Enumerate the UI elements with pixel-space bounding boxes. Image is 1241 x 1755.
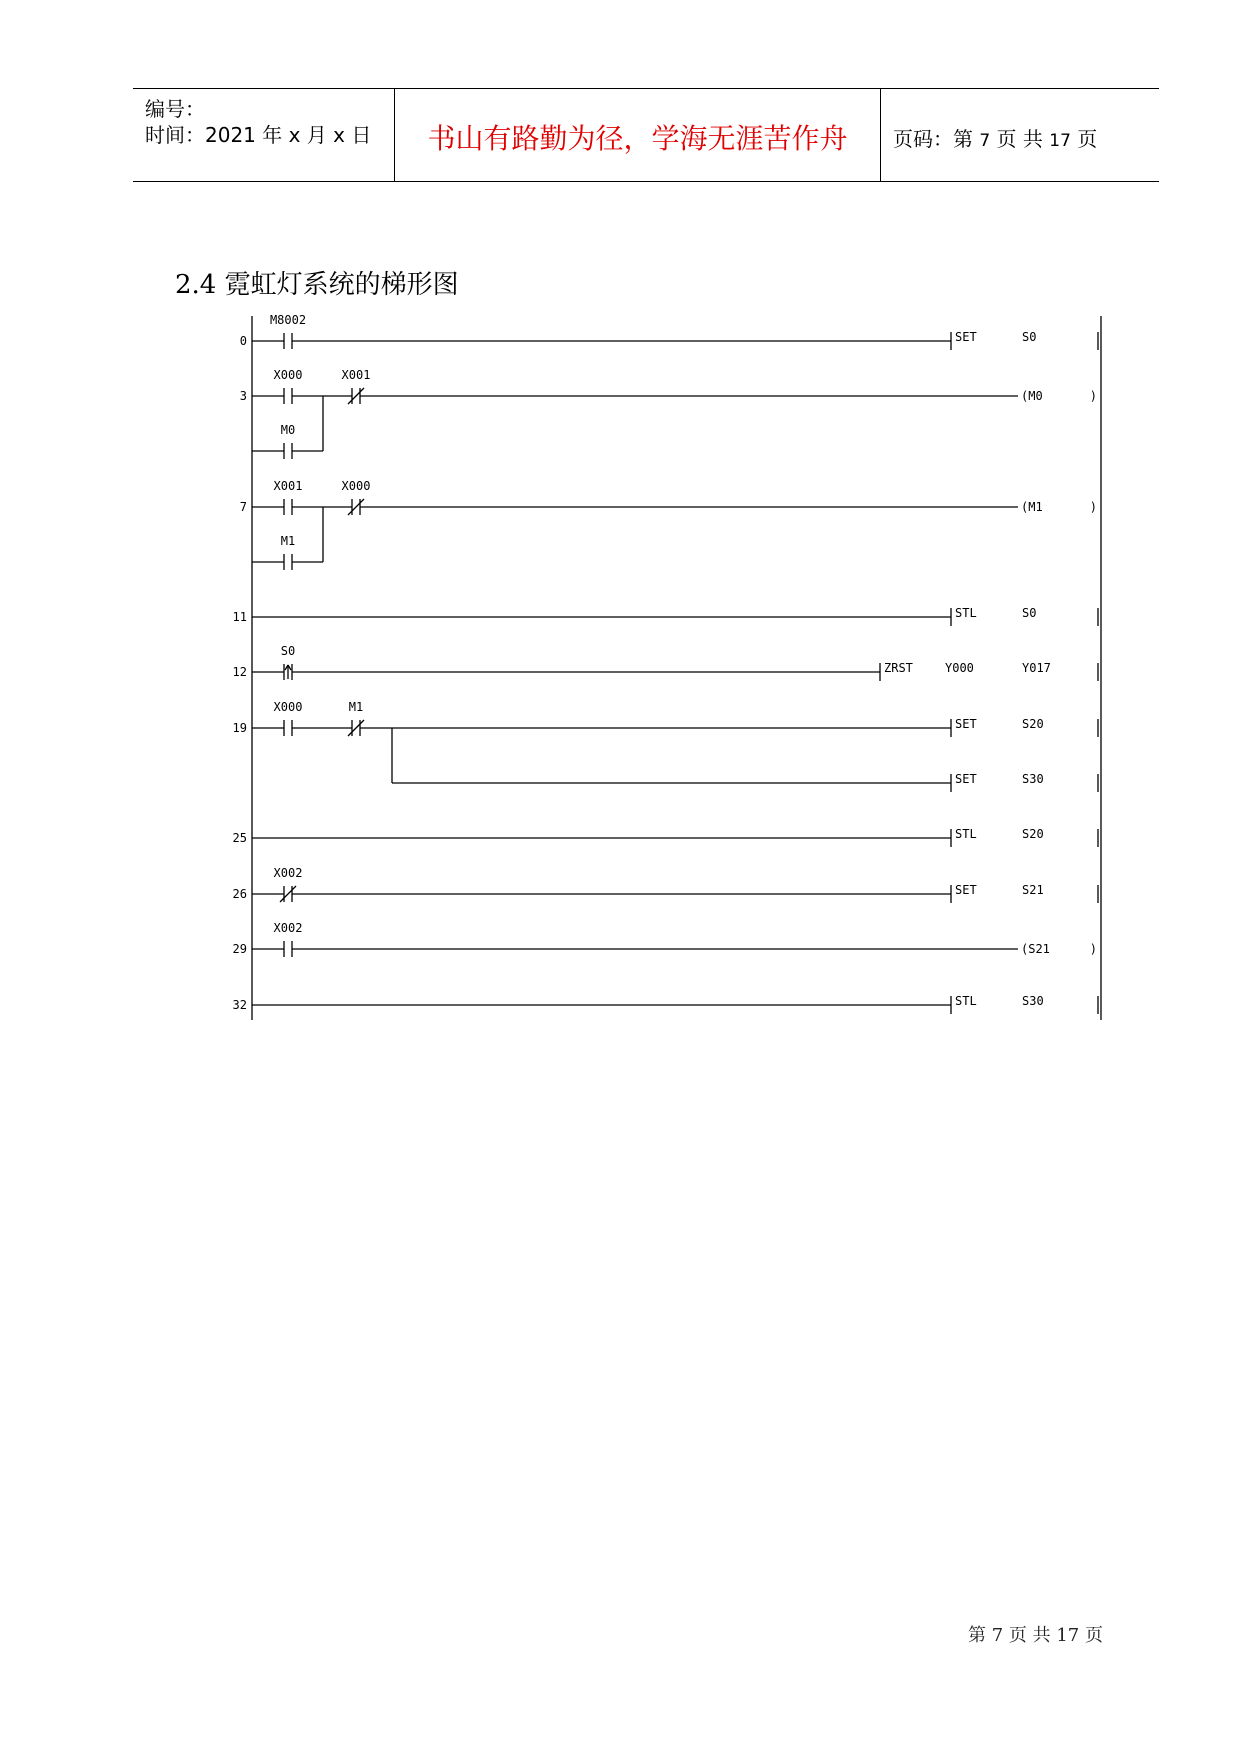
contact-label: X000 — [273, 368, 303, 382]
page-footer: 第 7 页 共 17 页 — [968, 1625, 1103, 1646]
branch-contact-label: M0 — [280, 423, 296, 437]
rung-step-number: 11 — [232, 610, 247, 624]
instruction-name: SET — [955, 717, 977, 731]
instruction-name: STL — [955, 606, 977, 620]
contact-label: M1 — [348, 700, 364, 714]
rung-step-number: 26 — [232, 887, 247, 901]
coil-close: ) — [1089, 942, 1097, 956]
instruction-operand: Y000 — [945, 661, 974, 675]
document-date-label: 时间：2021 年 x 月 x 日 — [145, 123, 372, 147]
contact-label: X000 — [341, 479, 371, 493]
rung-step-number: 32 — [232, 998, 247, 1012]
rung-step-number: 0 — [239, 334, 247, 348]
instruction-name: SET — [955, 883, 977, 897]
page-label-suffix: 页 — [1077, 127, 1098, 151]
rung-step-number: 3 — [239, 389, 247, 403]
coil-close: ) — [1089, 500, 1097, 514]
contact-label: X000 — [273, 700, 303, 714]
instruction-name: ZRST — [884, 661, 913, 675]
header-motto: 书山有路勤为径，学海无涯苦作舟 — [427, 122, 848, 155]
instruction-name: SET — [955, 772, 977, 786]
contact-label: M8002 — [269, 313, 307, 327]
page-label-prefix: 页码：第 — [893, 127, 973, 151]
contact-label: X002 — [273, 921, 303, 935]
rung-step-number: 7 — [239, 500, 247, 514]
instruction-operand: S30 — [1022, 772, 1044, 786]
page-current: 7 — [979, 131, 991, 151]
instruction-operand: Y017 — [1022, 661, 1051, 675]
rung-step-number: 12 — [232, 665, 247, 679]
page-total: 17 — [1049, 131, 1071, 151]
instruction-operand: S30 — [1022, 994, 1044, 1008]
instruction-operand: S21 — [1022, 883, 1044, 897]
contact-label: X002 — [273, 866, 303, 880]
coil-output: (M1 — [1021, 500, 1043, 514]
coil-output: (M0 — [1021, 389, 1043, 403]
instruction-operand: S0 — [1022, 606, 1037, 620]
coil-output: (S21 — [1021, 942, 1050, 956]
rung-step-number: 29 — [232, 942, 247, 956]
document-number-label: 编号： — [145, 97, 205, 121]
coil-close: ) — [1089, 389, 1097, 403]
contact-label: X001 — [273, 479, 303, 493]
instruction-name: SET — [955, 330, 977, 344]
instruction-operand: S20 — [1022, 827, 1044, 841]
rung-step-number: 19 — [232, 721, 247, 735]
instruction-name: STL — [955, 994, 977, 1008]
instruction-name: STL — [955, 827, 977, 841]
branch-contact-label: M1 — [280, 534, 296, 548]
instruction-operand: S20 — [1022, 717, 1044, 731]
contact-label: S0 — [280, 644, 296, 658]
instruction-operand: S0 — [1022, 330, 1037, 344]
contact-label: X001 — [341, 368, 371, 382]
page-label-mid: 页 共 — [996, 127, 1043, 151]
rung-step-number: 25 — [232, 831, 247, 845]
ladder-labels — [233, 313, 1097, 1012]
section-title: 2.4 霓虹灯系统的梯形图 — [175, 270, 459, 300]
